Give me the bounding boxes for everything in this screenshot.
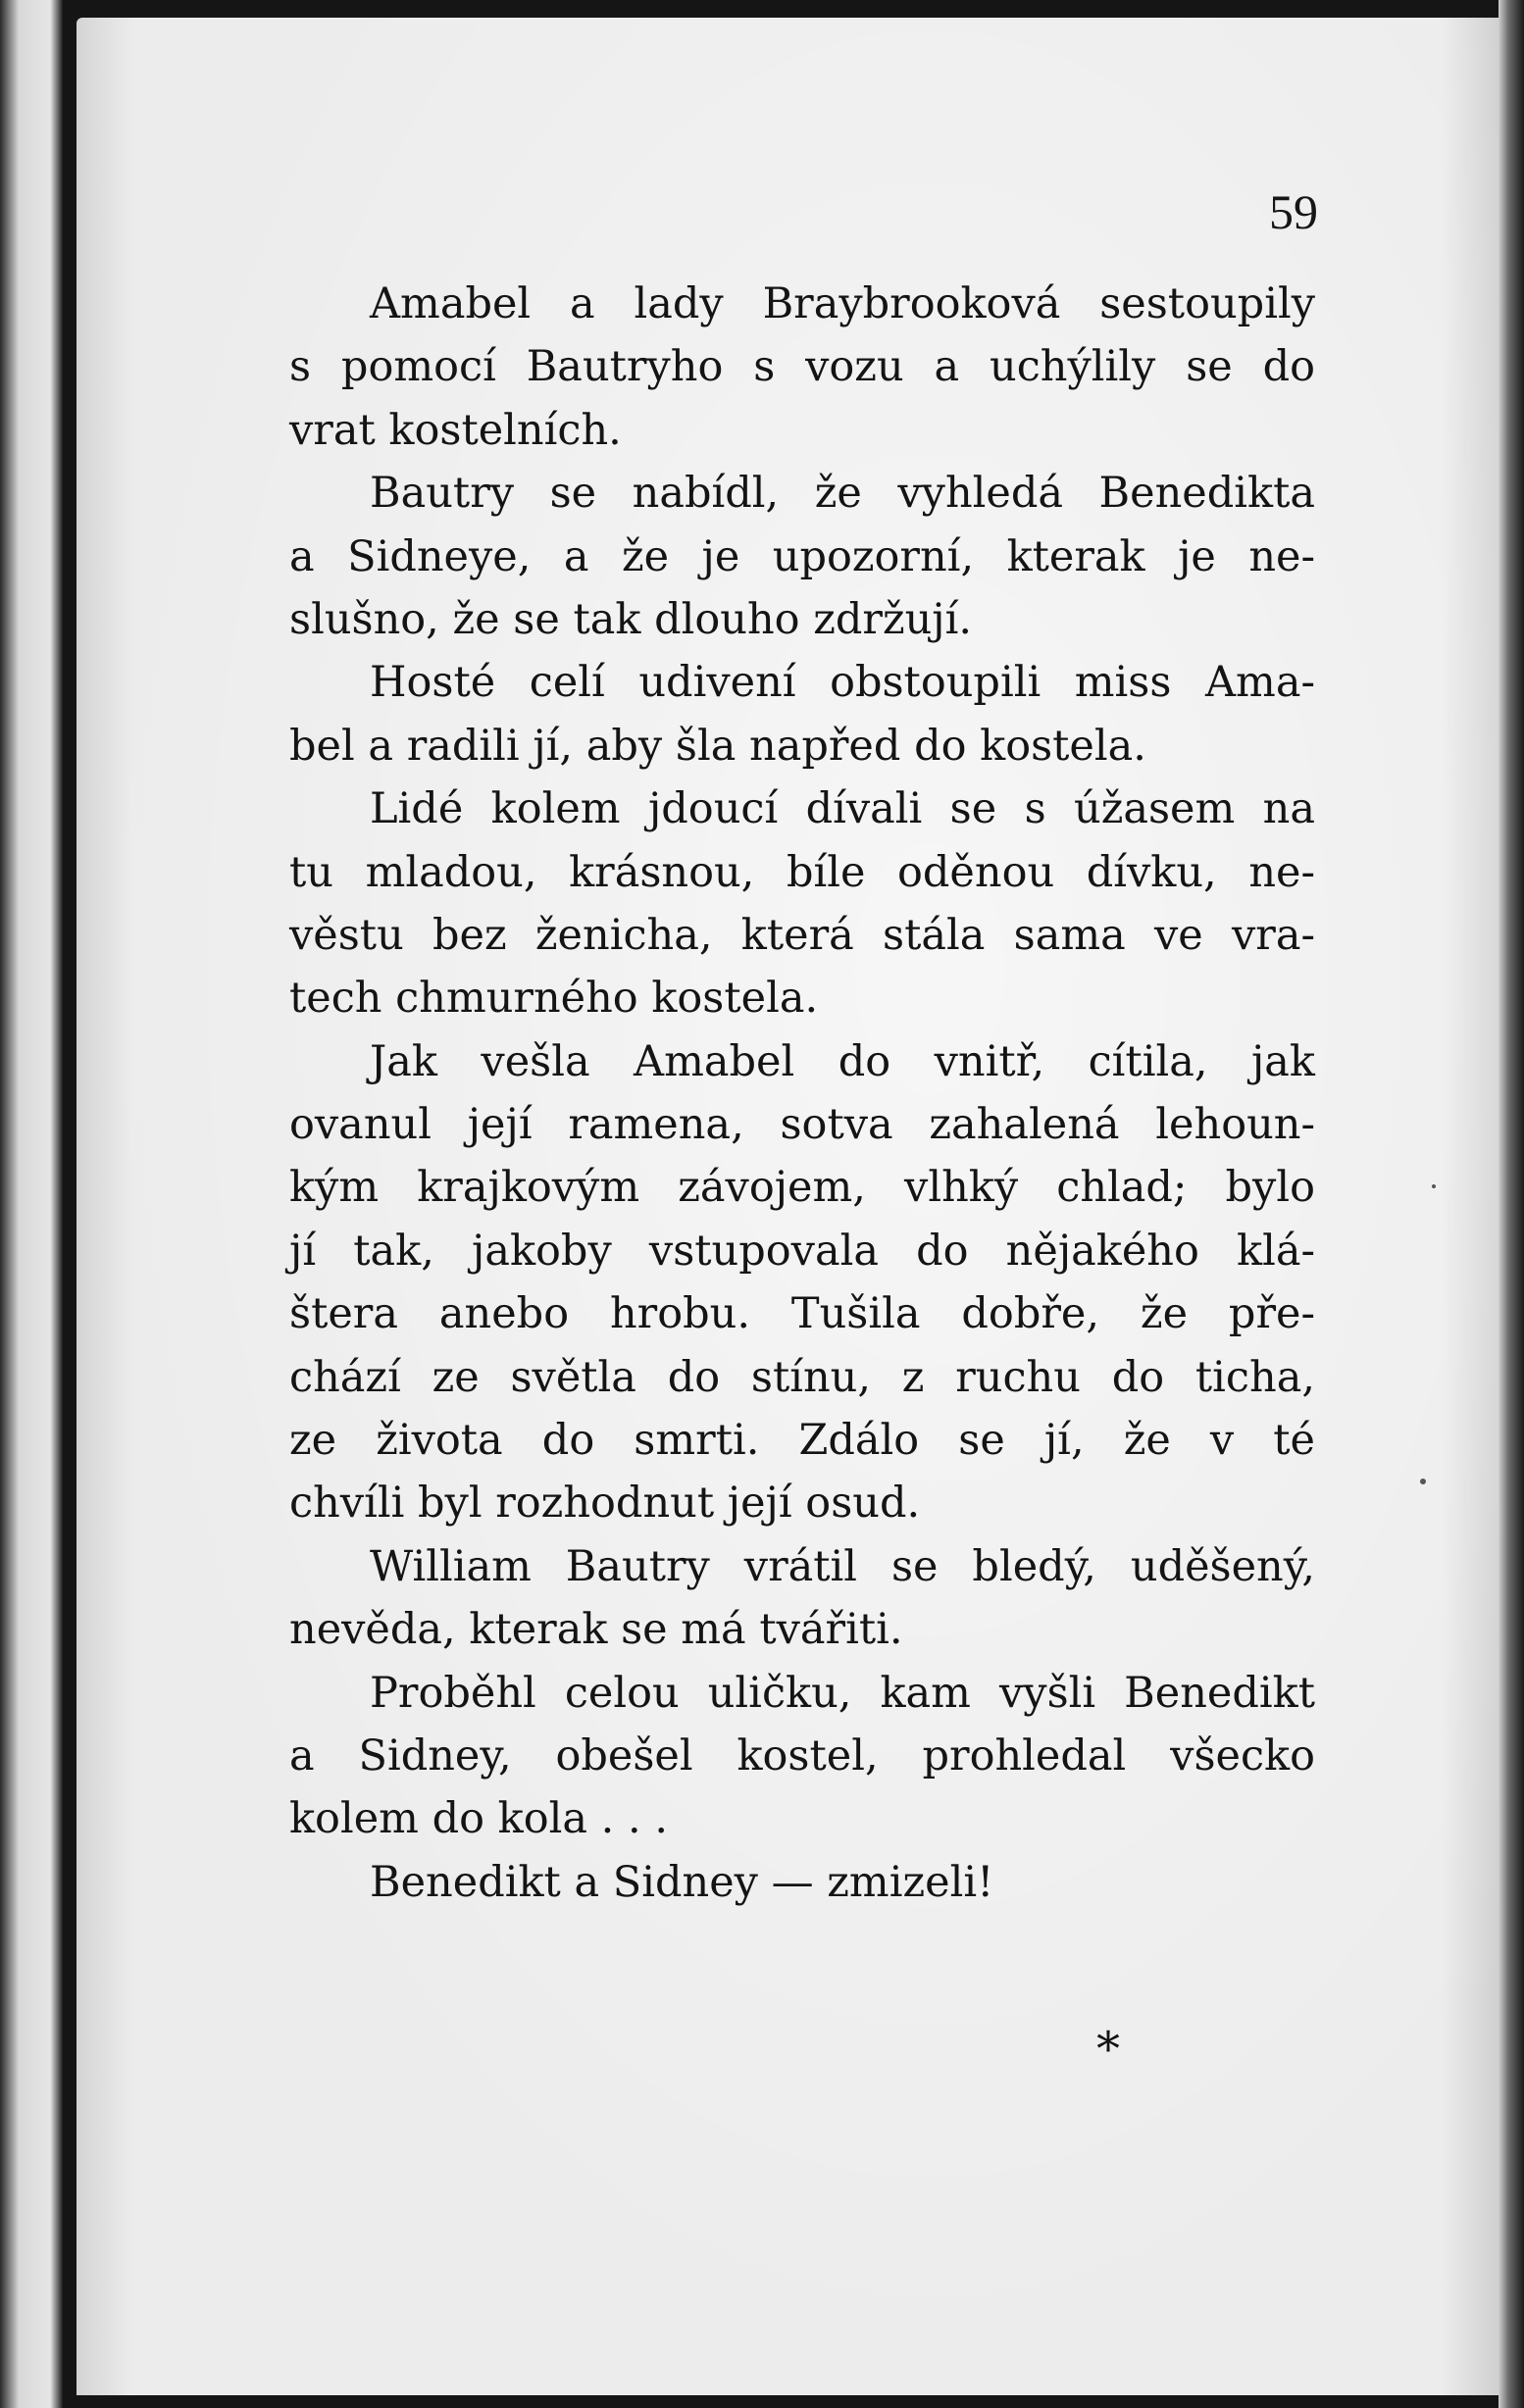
paragraph bbox=[289, 651, 1315, 778]
paragraph bbox=[289, 1535, 1315, 1662]
text-line: slušno, že se tak dlouho zdržují. bbox=[289, 594, 973, 644]
text-line: kolem do kola . . . bbox=[289, 1794, 669, 1844]
paragraph bbox=[289, 462, 1315, 651]
text-line: chází ze světla do stínu, z ruchu do ticha, bbox=[289, 1352, 1315, 1402]
text-line: s pomocí Bautryho s vozu a uchýlily se do bbox=[289, 342, 1315, 392]
text-line: tech chmurného kostela. bbox=[289, 974, 819, 1024]
text-line: a Sidney, obešel kostel, prohledal všecko bbox=[289, 1731, 1315, 1781]
paragraph bbox=[289, 273, 1315, 462]
text-line: bel a radili jí, aby šla napřed do kostela. bbox=[289, 721, 1146, 771]
text-line: Bautry se nabídl, že vyhledá Benedikta bbox=[370, 469, 1315, 519]
text-line: Jak vešla Amabel do vnitř, cítila, jak bbox=[370, 1036, 1315, 1086]
body-text bbox=[289, 273, 1315, 1914]
text-line: štera anebo hrobu. Tušila dobře, že pře- bbox=[289, 1289, 1315, 1339]
text-line: kým krajkovým závojem, vlhký chlad; bylo bbox=[289, 1163, 1315, 1213]
paper-speck bbox=[1432, 1184, 1436, 1188]
text-line: William Bautry vrátil se bledý, uděšený, bbox=[370, 1541, 1315, 1591]
text-line: vrat kostelních. bbox=[289, 405, 622, 455]
text-line: ovanul její ramena, sotva zahalená lehoun- bbox=[289, 1100, 1315, 1150]
paragraph bbox=[289, 1662, 1315, 1851]
text-line: a Sidneye, a že je upozorní, kterak je ne- bbox=[289, 531, 1315, 581]
paragraph bbox=[289, 778, 1315, 1030]
previous-page-edge bbox=[0, 0, 63, 2408]
paragraph bbox=[289, 1030, 1315, 1535]
section-asterisk: * bbox=[1096, 2022, 1120, 2077]
text-line: nevěda, kterak se má tvářiti. bbox=[289, 1605, 903, 1655]
text-line: věstu bez ženicha, která stála sama ve vra- bbox=[289, 910, 1315, 960]
text-line: Amabel a lady Braybrooková sestoupily bbox=[370, 279, 1315, 328]
text-line: Lidé kolem jdoucí dívali se s úžasem na bbox=[370, 784, 1315, 834]
page-number: 59 bbox=[1269, 184, 1318, 239]
right-page-edge bbox=[1499, 0, 1524, 2408]
text-line: jí tak, jakoby vstupovala do nějakého klá- bbox=[289, 1226, 1315, 1276]
text-line: tu mladou, krásnou, bíle oděnou dívku, ne- bbox=[289, 847, 1315, 897]
text-line: chvíli byl rozhodnut její osud. bbox=[289, 1479, 921, 1529]
text-line: Benedikt a Sidney — zmizeli! bbox=[370, 1857, 994, 1907]
text-line: Proběhl celou uličku, kam vyšli Benedikt bbox=[370, 1668, 1315, 1718]
paragraph bbox=[289, 1851, 1315, 1914]
paper-speck bbox=[1420, 1479, 1426, 1484]
text-line: Hosté celí udivení obstoupili miss Ama- bbox=[370, 658, 1315, 708]
text-line: ze života do smrti. Zdálo se jí, že v té bbox=[289, 1416, 1315, 1466]
